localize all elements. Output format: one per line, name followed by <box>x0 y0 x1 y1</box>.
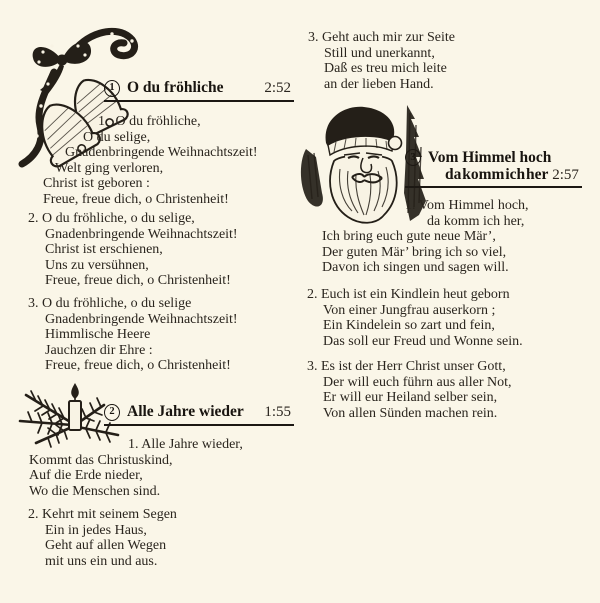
verse-line: Er will eur Heiland selber sein, <box>323 390 498 406</box>
verse-line: O du selige, <box>83 129 151 145</box>
verse-line: 2. O du fröhliche, o du selige, <box>28 211 195 226</box>
verse-line: Wo die Menschen sind. <box>29 483 161 499</box>
verse-line: Welt ging verloren, <box>55 160 164 176</box>
verse-line: 2. Kehrt mit seinem Segen <box>28 507 177 522</box>
verse-line: 3. O du fröhliche, o du selige <box>28 296 192 311</box>
verse-line: Gnadenbringende Weihnachtszeit! <box>65 145 258 161</box>
song1-verse3 <box>28 296 238 374</box>
song-title-line1: Vom Himmel hoch <box>428 149 552 166</box>
verse-line: 2. Euch ist ein Kindlein heut geborn <box>307 287 510 302</box>
verse-line: Freue, freue dich, o Christenheit! <box>45 273 231 289</box>
song3-verse1 <box>0 198 529 276</box>
song1-header <box>104 79 294 102</box>
verse-line: Christ ist geboren : <box>43 176 150 192</box>
verse-line: 3. Geht auch mir zur Seite <box>308 30 455 45</box>
song2-verse1 <box>0 437 243 499</box>
verse-line: Der guten Mär’ bring ich so viel, <box>322 244 507 260</box>
verse-line: 1. Vom Himmel hoch, <box>405 198 529 213</box>
verse-line: Gnadenbringende Weihnachtszeit! <box>45 311 238 327</box>
song-duration: 2:57 <box>552 167 579 183</box>
verse-line: Gnadenbringende Weihnachtszeit! <box>45 226 238 242</box>
song2-header <box>104 403 294 426</box>
verse-line: Himmlische Heere <box>45 327 151 343</box>
verse-line: da komm ich her, <box>427 213 525 229</box>
verse-line: Der will euch führn aus aller Not, <box>323 374 512 390</box>
track-number-badge: 1 <box>104 80 120 97</box>
verse-line: Das soll eur Freud und Wonne sein. <box>323 333 523 349</box>
verse-line: 1. O du fröhliche, <box>98 114 201 129</box>
song2-verse2 <box>28 507 177 569</box>
verse-line: Von allen Sünden machen rein. <box>323 405 498 421</box>
song3-verse2 <box>307 287 523 349</box>
verse-line: Jauchzen dir Ehre : <box>45 342 153 358</box>
song3-header <box>405 149 582 188</box>
verse-line: Freue, freue dich, o Christenheit! <box>45 358 231 374</box>
track-number-badge: 2 <box>104 404 120 421</box>
song-title: O du fröhliche <box>127 79 224 96</box>
verse-line: Davon ich singen und sagen will. <box>322 260 509 276</box>
verse-line: Still und unerkannt, <box>324 45 435 61</box>
verse-line: Auf die Erde nieder, <box>29 468 143 484</box>
verse-line: Kommt das Christuskind, <box>29 452 173 468</box>
verse-line: 1. Alle Jahre wieder, <box>128 437 243 452</box>
verse-line: mit uns ein und aus. <box>45 553 158 569</box>
song-duration: 1:55 <box>264 403 291 420</box>
verse-line: Ich bring euch gute neue Mär’, <box>322 229 496 245</box>
song-title-line2: da komm ich her <box>445 166 549 183</box>
verse-line: Uns zu versühnen, <box>45 257 149 273</box>
song-duration: 2:52 <box>264 79 291 96</box>
song-title: Alle Jahre wieder <box>127 403 244 420</box>
song3-verse3 <box>307 359 512 421</box>
verse-line: 3. Es ist der Herr Christ unser Gott, <box>307 359 506 374</box>
verse-line: Christ ist erschienen, <box>45 242 163 258</box>
song1-verse1 <box>0 114 258 208</box>
track-number-badge: 3 <box>405 149 421 166</box>
verse-line: Freue, freue dich, o Christenheit! <box>43 191 229 207</box>
verse-line: Von einer Jungfrau auserkorn ; <box>323 302 496 318</box>
song2-verse3 <box>308 30 455 92</box>
verse-line: Geht auf allen Wegen <box>45 538 167 554</box>
verse-line: an der lieben Hand. <box>324 76 434 92</box>
verse-line: Ein in jedes Haus, <box>45 522 147 538</box>
verse-line: Ein Kindelein so zart und fein, <box>323 318 495 334</box>
verse-line: Daß es treu mich leite <box>324 61 447 77</box>
